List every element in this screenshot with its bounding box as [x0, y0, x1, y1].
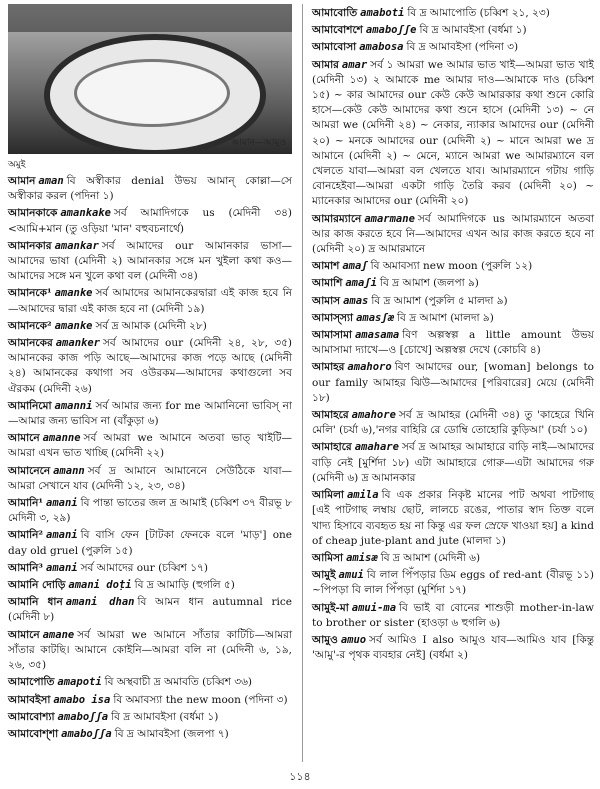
definition: বি অমাবস্যা new moon (পুরুলি ১২)	[370, 260, 533, 273]
transliteration: amankar	[54, 239, 99, 252]
definition: বি অস্বীকার denial উভয় আমান্ কোল্লা—সে অস্বীকার করল (পদিনা ১)	[8, 175, 292, 203]
headword: আমুও	[312, 633, 338, 646]
dictionary-entry	[8, 628, 292, 674]
headword: আমাপোতি	[8, 676, 55, 689]
transliteration: amasama	[354, 329, 400, 342]
column-divider	[302, 4, 303, 762]
definition: সর্ব আমাদের our (মেদিনী ২৪, ২৮, ৩৫) আমানকের কাজ পড়ি আছে—আমাদের কাজ পড়ে আছে (মেদিনী ২৪) আমানকের কথাগা সব ওউরকম—আমাদের কথাগুলো সব ঐরকম (মেদিনী ২৬)	[8, 337, 292, 395]
headword: আমানি ধান	[8, 596, 63, 609]
definition: সর্ব আমাদের our (চব্বিশ ১৭)	[80, 561, 208, 574]
headword: আমানিমো	[8, 399, 52, 412]
dictionary-entry	[8, 206, 292, 236]
transliteration: amanni	[54, 399, 93, 412]
transliteration: amaboʃʃe	[365, 24, 417, 37]
photo-vessel-inner	[74, 59, 230, 127]
transliteration: aman	[38, 175, 64, 187]
definition: সর্ব আমরা we আমানে অতবা ভাত্ খাইটি—আমরা এখন ভাত খাচ্ছি (মেদিনী ২২)	[8, 432, 292, 460]
dictionary-entry	[312, 568, 594, 598]
dictionary-entry	[312, 40, 594, 55]
transliteration: amarmane	[364, 212, 415, 225]
transliteration: amanker	[55, 337, 100, 350]
definition: সর্ব আমিও I also আমুও যাব—আমিও যাব [কিন্তু 'আমু'-র পৃথক ব্যবহার নেই] (বর্ধমা ২)	[312, 633, 594, 662]
dictionary-entry	[312, 259, 594, 274]
transliteration: amuo	[340, 633, 367, 646]
transliteration: amasʃæ	[356, 311, 395, 324]
headword: আমার	[312, 58, 339, 71]
headword: আমানি¹	[8, 497, 43, 510]
dictionary-entry	[8, 464, 292, 494]
headword: আমাবোশ্শা	[8, 727, 59, 740]
headword: আমানি দোড়ি	[8, 579, 66, 592]
dictionary-entry	[312, 294, 594, 309]
dictionary-entry	[312, 360, 594, 406]
dictionary-entry	[8, 431, 292, 461]
definition: সর্ব দ্র আমাহর আমাহারে বাড়ি নাই—আমাদের বাড়ি নেই [মুর্শিদা ১৮) এটা আমাহারে গোরু—এটা আমাদের গরু (মেদিনী ৬) দ্র আমানকার	[312, 441, 594, 484]
transliteration: amani	[46, 497, 78, 510]
headword: আমানকে¹	[8, 287, 52, 300]
headword: আমানি³	[8, 561, 43, 574]
transliteration: amaboti	[360, 7, 405, 19]
dictionary-entry	[8, 693, 292, 708]
dictionary-entry	[8, 561, 292, 576]
headword: আমিলা	[312, 489, 344, 502]
definition: বি দ্র আমাশ (মালদা ৯)	[397, 311, 494, 324]
definition: বি দ্র আমাশ (পুরুলি ৫ মালদা ৯)	[371, 294, 508, 307]
transliteration: amas	[343, 294, 369, 307]
transliteration: amani dhan	[65, 596, 135, 609]
definition: বিণ অল্পস্বল্প a little amount উভয় আমাসামা দ্যাখে—ও [চোখে] অল্পস্বল্প দেখে (কোচবি ৪)	[312, 329, 594, 357]
headword: আমানকার	[8, 239, 52, 252]
dictionary-entry	[8, 319, 292, 334]
headword: আমাহর	[312, 361, 345, 374]
definition: বি বাসি ফেন [টাটকা ফেনকে বলে 'মাড়'] one day old gruel (পুরুলি ১৫)	[8, 529, 292, 557]
headword: আমানকের	[8, 337, 53, 350]
transliteration: amanke	[54, 319, 93, 332]
dictionary-entry	[312, 551, 594, 566]
definition: বি দ্র আমাবইসা (জলপা ৭)	[114, 727, 229, 740]
dictionary-entry	[8, 174, 292, 204]
headword: আমুই	[312, 569, 336, 582]
dictionary-entry	[312, 276, 594, 291]
right-column	[312, 6, 594, 665]
transliteration: amane	[42, 628, 75, 641]
headword: আমান	[8, 175, 36, 187]
headword: আমাস্স্যা	[312, 311, 354, 324]
definition: সর্ব আমরা we আমানে সাঁতার কাটিচি—আমরা সাঁতার কাটছি। আমানে কোইনি—আমরা বলি না (মেদিনী ৬, ১৯, ২৬, ৩৫)	[8, 628, 292, 672]
headword: আমাশি	[312, 277, 343, 290]
headword: আমাহরে	[312, 409, 349, 422]
definition: সর্ব দ্র আমাক (মেদিনী ২৮)	[95, 319, 207, 332]
dictionary-entry	[312, 440, 594, 486]
definition: বি দ্র আমাবইসা (পদিনা ৩)	[406, 41, 519, 54]
headword: আমিসা	[312, 551, 344, 564]
headword: আমানকে²	[8, 319, 52, 332]
dictionary-entry	[312, 23, 594, 38]
headword: আমাবোতি	[312, 7, 358, 19]
dictionary-entry	[312, 601, 594, 631]
transliteration: amaboʃʃa	[57, 710, 109, 723]
dictionary-entry	[8, 286, 292, 316]
definition: সর্ব আমার জন্য for me আমানিনো ভাবিস্ না—আমার জন্য ভাবিস না (বাঁকুড়া ৬)	[8, 399, 292, 428]
dictionary-entry	[8, 528, 292, 558]
definition: বি পান্তা ভাতের জল দ্র আমাই (চব্বিশ ৩৭ বীরভূ ৮ মেদিনী ৩, ২৯)	[8, 497, 292, 525]
dictionary-entry	[312, 311, 594, 326]
photo-caption: আমান—আমুও	[231, 138, 286, 148]
headword: আমাবইসা	[8, 693, 51, 706]
dictionary-entry	[8, 336, 292, 397]
definition: সর্ব আমাদের আমানকেরদ্বারা এই কাজ হবে নি—আমাদের দ্বারা এই কাজ হবে না (মেদিনী ১৯)	[8, 287, 292, 315]
definition: সর্ব দ্র আমানে আমানেনে সেউঠিকে যাবা—আমরা সেখানে যাব (মেদিনী ১২, ২৩, ৩৪)	[8, 464, 292, 492]
transliteration: amankake	[60, 207, 111, 220]
headword: আমাবোশ্যা	[8, 710, 55, 723]
transliteration: amani	[46, 561, 78, 574]
definition: বি আমন ধান autumnal rice (মেদিনী ৮)	[8, 596, 293, 624]
dictionary-entry	[312, 633, 594, 663]
transliteration: amaboʃʃa	[61, 727, 112, 740]
transliteration: amabosa	[359, 41, 404, 54]
definition: বি ভাই বা বোনের শাশুড়ী mother-in-law to brother or sister (হাওড়া ৬ হুগলি ৬)	[312, 601, 594, 629]
transliteration: amar	[341, 58, 368, 71]
dictionary-entry	[312, 488, 594, 549]
definition: বি দ্র আমাবইসা (বর্ধমা ১)	[419, 24, 527, 37]
headword: আমানি²	[8, 529, 43, 542]
definition: বি দ্র আমাশ (জলপা ৯)	[379, 277, 479, 290]
transliteration: amahoro	[347, 361, 392, 374]
transliteration: amaʃi	[345, 277, 377, 290]
transliteration: amabo isa	[53, 693, 111, 706]
headword: আমানেনে	[8, 464, 51, 477]
dictionary-entry	[8, 578, 292, 593]
photo-credit: অমুই	[8, 160, 26, 170]
definition: বিণ আমাদের our, [woman] belongs to our family আমাহর ঝিউ—আমাদের [পরিবারের] মেয়ে (মেদিনী ১৮)	[312, 361, 594, 404]
transliteration: amani doṭi	[68, 579, 132, 592]
transliteration: amahare	[354, 441, 399, 454]
headword: আমুই-মা	[312, 601, 349, 614]
definition: বি দ্র আমাশ (মেদিনী ৬)	[380, 551, 481, 564]
transliteration: amaʃ	[342, 260, 368, 273]
definition: বি এক প্রকার নিকৃষ্ট মানের পাট অথবা পাটগাছ [এই পাটগাছ লম্বায় ছোট, লালচে রঙের, পাতার স্বাদ তিক্ত বলে খাদ্য হিসাবে ব্যবহৃত হয় না কিন্তু এর ফল স্রেফে খাওয়া হয়] a kind of cheap jute-plant and jute (মালদা ১)	[312, 489, 594, 547]
right-entry-list	[312, 6, 594, 663]
headword: আমাশ	[312, 260, 340, 273]
transliteration: amann	[53, 464, 85, 477]
transliteration: amui	[338, 569, 364, 582]
definition: বি লাল পিঁপড়ার ডিম eggs of red-ant (বীরভূ ১১) ~পিপড়া বি লাল পিঁপড়া (মুর্শিদা ১৭)	[312, 569, 594, 597]
dictionary-entry	[8, 710, 292, 725]
dictionary-entry	[8, 399, 292, 429]
headword: আমাহারে	[312, 441, 352, 454]
headword: আমাবোসা	[312, 41, 357, 54]
dictionary-entry	[312, 212, 594, 258]
dictionary-entry	[8, 595, 292, 625]
headword: আমাসামা	[312, 329, 352, 342]
definition: সর্ব ১ আমরা we আমার ভাত খাই—আমরা ভাত খাই (মেদিনী ১৩) ২ আমাকে me আমার দাও—আমাকে দাও (চব্বিশ ১৫) ~ কার আমাদের our কেউ কেউ আমারকার কথা শুনে কোরি হাসে—কেউ কেউ আমাদের কথা শুনে হাসে (মেদিনী ১৩) ~ নে আমরা we (মেদিনী ২৪) ~ নেকার, ন্যাকার আমাদের our (মেদিনী ২০) ~ মনকে আমাদের our (মেদিনী ২) ~ মানে আমরা we দ্র আমানে (মেদিনী ২) ~ মেনে, ম্যানে আমরা we আমারম্যানে বল খেলতে যাবা—আমরা বল খেলতে যাব। আমারম্যানে গটায় গাড়ি বোনহেইবা—আমরা একটা গাড়ি তৈরি করব (মেদিনী ২০) ~ ম্যানেকার আমাদের our (মেদিনী ২০)	[312, 58, 594, 208]
definition: বি দ্র আমাড়ি (হুগলি ৫)	[134, 579, 235, 592]
transliteration: amani	[46, 529, 78, 542]
headword: আমানকাকে	[8, 207, 58, 220]
dictionary-entry	[312, 6, 594, 21]
transliteration: amapoti	[57, 676, 102, 689]
transliteration: amanne	[42, 432, 81, 445]
headword: আমাবোশশে	[312, 24, 363, 37]
transliteration: amila	[346, 489, 379, 502]
definition: সর্ব আমাদিগকে us (মেদিনী ৩৪) <আমি+মান (তু ওড়িয়া 'মান' বহুবচনার্থে)	[8, 207, 292, 235]
definition: সর্ব আমাদিগকে us আমারম্যানে অতবা আর কাজ করতে হবে নি—আমাদের এখন আর কাজ করতে হবে না (মেদিনী ২০) দ্র আমারমানে	[312, 212, 594, 256]
definition: বি অমাবস্যা the new moon (পদিনা ৩)	[113, 693, 288, 706]
headword: আমানে	[8, 432, 40, 445]
transliteration: amui-ma	[351, 601, 397, 614]
transliteration: amisæ	[346, 551, 378, 564]
page-number: ১১৪	[289, 770, 311, 783]
definition: বি দ্র আমাপোতি (চব্বিশ ২১, ২৩)	[407, 7, 550, 19]
left-entry-list	[8, 174, 292, 742]
dictionary-entry	[8, 239, 292, 285]
dictionary-entry	[8, 727, 292, 742]
dictionary-entry	[312, 408, 594, 438]
definition: সর্ব আমাদের our আমানকার ভাসা—আমাদের ভাষা (মেদিনী ২) আমানকার সঙ্গে মন খুইলা কথা কও—আমাদের সঙ্গে মন খুলে কথা বল (মেদিনী ৩৪)	[8, 239, 292, 283]
photo-amun	[8, 4, 292, 154]
definition: সর্ব দ্র আমাহর (মেদিনী ৩৪) তু 'কাহেরে খিনি মেলি' (চর্যা ৬),'নগর বাহিরি রে ডোম্বি তোহোরি কুড়িআ' (চর্যা ১০)	[312, 409, 594, 437]
dictionary-entry	[8, 496, 292, 526]
dictionary-entry	[8, 675, 292, 690]
headword: আমারম্যানে	[312, 212, 362, 225]
transliteration: amahore	[351, 409, 396, 422]
dictionary-entry	[312, 328, 594, 358]
headword: আমাস	[312, 294, 341, 307]
left-column	[8, 4, 292, 744]
photo-shadow	[8, 4, 292, 32]
definition: বি দ্র আমাবইসা (বর্ধমা ১)	[111, 710, 219, 723]
transliteration: amanke	[54, 287, 93, 300]
definition: বি অস্থবাচী দ্র অমাবতি (চব্বিশ ৩৬)	[104, 676, 252, 689]
dictionary-entry	[312, 58, 594, 210]
headword: আমানে	[8, 628, 40, 641]
